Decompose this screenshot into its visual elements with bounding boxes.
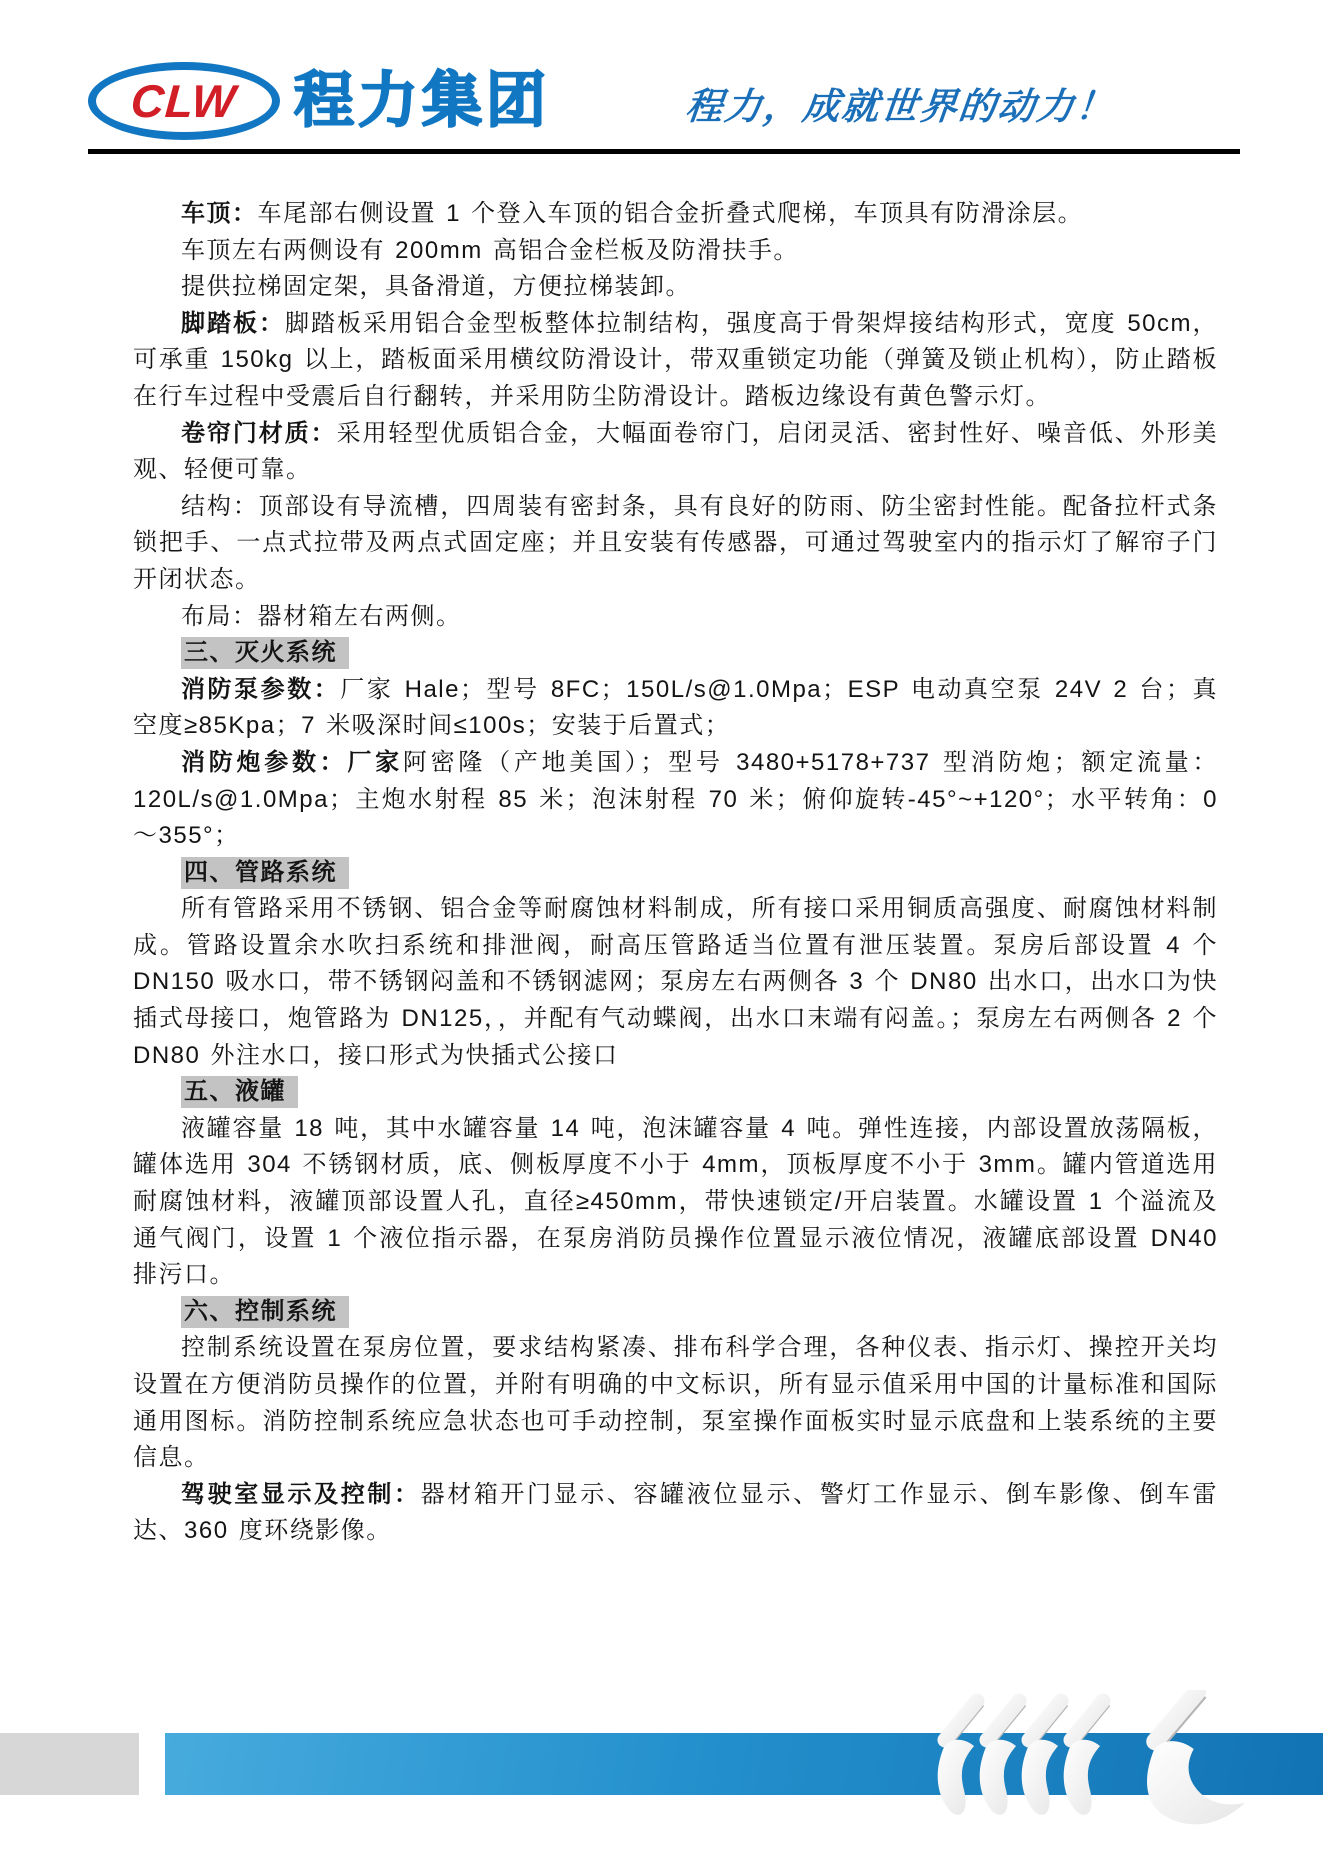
- section-heading: 四、管路系统: [133, 855, 1218, 892]
- logo-badge-text: CLW: [129, 75, 239, 127]
- company-logo: [88, 62, 550, 140]
- paragraph: 液罐容量 18 吨，其中水罐容量 14 吨，泡沫罐容量 4 吨。弹性连接，内部设置放荡隔板，罐体选用 304 不锈钢材质，底、侧板厚度不小于 4mm，顶板厚度不小于 3mm。罐内管道选用耐腐蚀材料，液罐顶部设置人孔，直径≥450mm，带快速锁定/开启装置。水罐设置 1 个溢流及通气阀门，设置 1 个液位指示器，在泵房消防员操作位置显示液位情况，液罐底部设置 DN40 排污口。: [133, 1114, 1218, 1289]
- section-heading: 三、灭火系统: [133, 635, 1218, 672]
- section-heading: 五、液罐: [133, 1074, 1218, 1111]
- paragraph: 布局：器材箱左右两侧。: [181, 602, 462, 630]
- paragraph: 提供拉梯固定架，具备滑道，方便拉梯装卸。: [181, 273, 691, 301]
- company-slogan: 程力，成就世界的动力！: [683, 84, 1117, 128]
- paragraph: 脚踏板：脚踏板采用铝合金型板整体拉制结构，强度高于骨架焊接结构形式，宽度 50cm，可承重 150kg 以上，踏板面采用横纹防滑设计，带双重锁定功能（弹簧及锁止机构），防止踏板在行车过程中受震后自行翻转，并采用防尘防滑设计。踏板边缘设有黄色警示灯。: [133, 309, 1219, 410]
- document-body: [133, 196, 1218, 1550]
- paragraph: 车顶：车尾部右侧设置 1 个登入车顶的铝合金折叠式爬梯，车顶具有防滑涂层。: [181, 200, 1084, 227]
- clw-oval-badge-icon: [88, 62, 280, 140]
- logo-company-name: 程力集团: [294, 67, 550, 134]
- paragraph: 消防炮参数：厂家阿密隆（产地美国）；型号 3480+5178+737 型消防炮；额定流量：120L/s@1.0Mpa；主炮水射程 85 米；泡沫射程 70 米；俯仰旋转-45°~+120°；水平转角：0～355°；: [133, 748, 1218, 850]
- header-divider-rule: [88, 149, 1240, 154]
- paragraph: 消防泵参数：厂家 Hale；型号 8FC；150L/s@1.0Mpa；ESP 电动真空泵 24V 2 台；真空度≥85Kpa；7 米吸深时间≤100s；安装于后置式；: [133, 675, 1218, 740]
- paragraph: 驾驶室显示及控制：器材箱开门显示、容罐液位显示、警灯工作显示、倒车影像、倒车雷达、360 度环绕影像。: [133, 1480, 1219, 1545]
- section-heading: 六、控制系统: [133, 1294, 1218, 1331]
- paragraph: 结构：顶部设有导流槽，四周装有密封条，具有良好的防雨、防尘密封性能。配备拉杆式条锁把手、一点式拉带及两点式固定座；并且安装有传感器，可通过驾驶室内的指示灯了解帘子门开闭状态。: [133, 492, 1218, 593]
- footer-gray-block: [0, 1733, 139, 1795]
- paragraph: 卷帘门材质：采用轻型优质铝合金，大幅面卷帘门，启闭灵活、密封性好、噪音低、外形美观、轻便可靠。: [133, 419, 1219, 484]
- paragraph: 车顶左右两侧设有 200mm 高铝合金栏板及防滑扶手。: [181, 236, 799, 264]
- paragraph: 所有管路采用不锈钢、铝合金等耐腐蚀材料制成，所有接口采用铜质高强度、耐腐蚀材料制成。管路设置余水吹扫系统和排泄阀，耐高压管路适当位置有泄压装置。泵房后部设置 4 个 DN150 吸水口，带不锈钢闷盖和不锈钢滤网；泵房左右两侧各 3 个 DN80 出水口，出水口为快插式母接口，炮管路为 DN125，，并配有气动蝶阀，出水口末端有闷盖。；泵房左右两侧各 2 个 DN80 外注水口，接口形式为快插式公接口: [133, 895, 1218, 1069]
- paragraph: 控制系统设置在泵房位置，要求结构紧凑、排布科学合理，各种仪表、指示灯、操控开关均设置在方便消防员操作的位置，并附有明确的中文标识，所有显示值采用中国的计量标准和国际通用图标。消防控制系统应急状态也可手动控制，泵室操作面板实时显示底盘和上装系统的主要信息。: [133, 1334, 1218, 1472]
- footer-swoosh-decoration: [935, 1690, 1275, 1825]
